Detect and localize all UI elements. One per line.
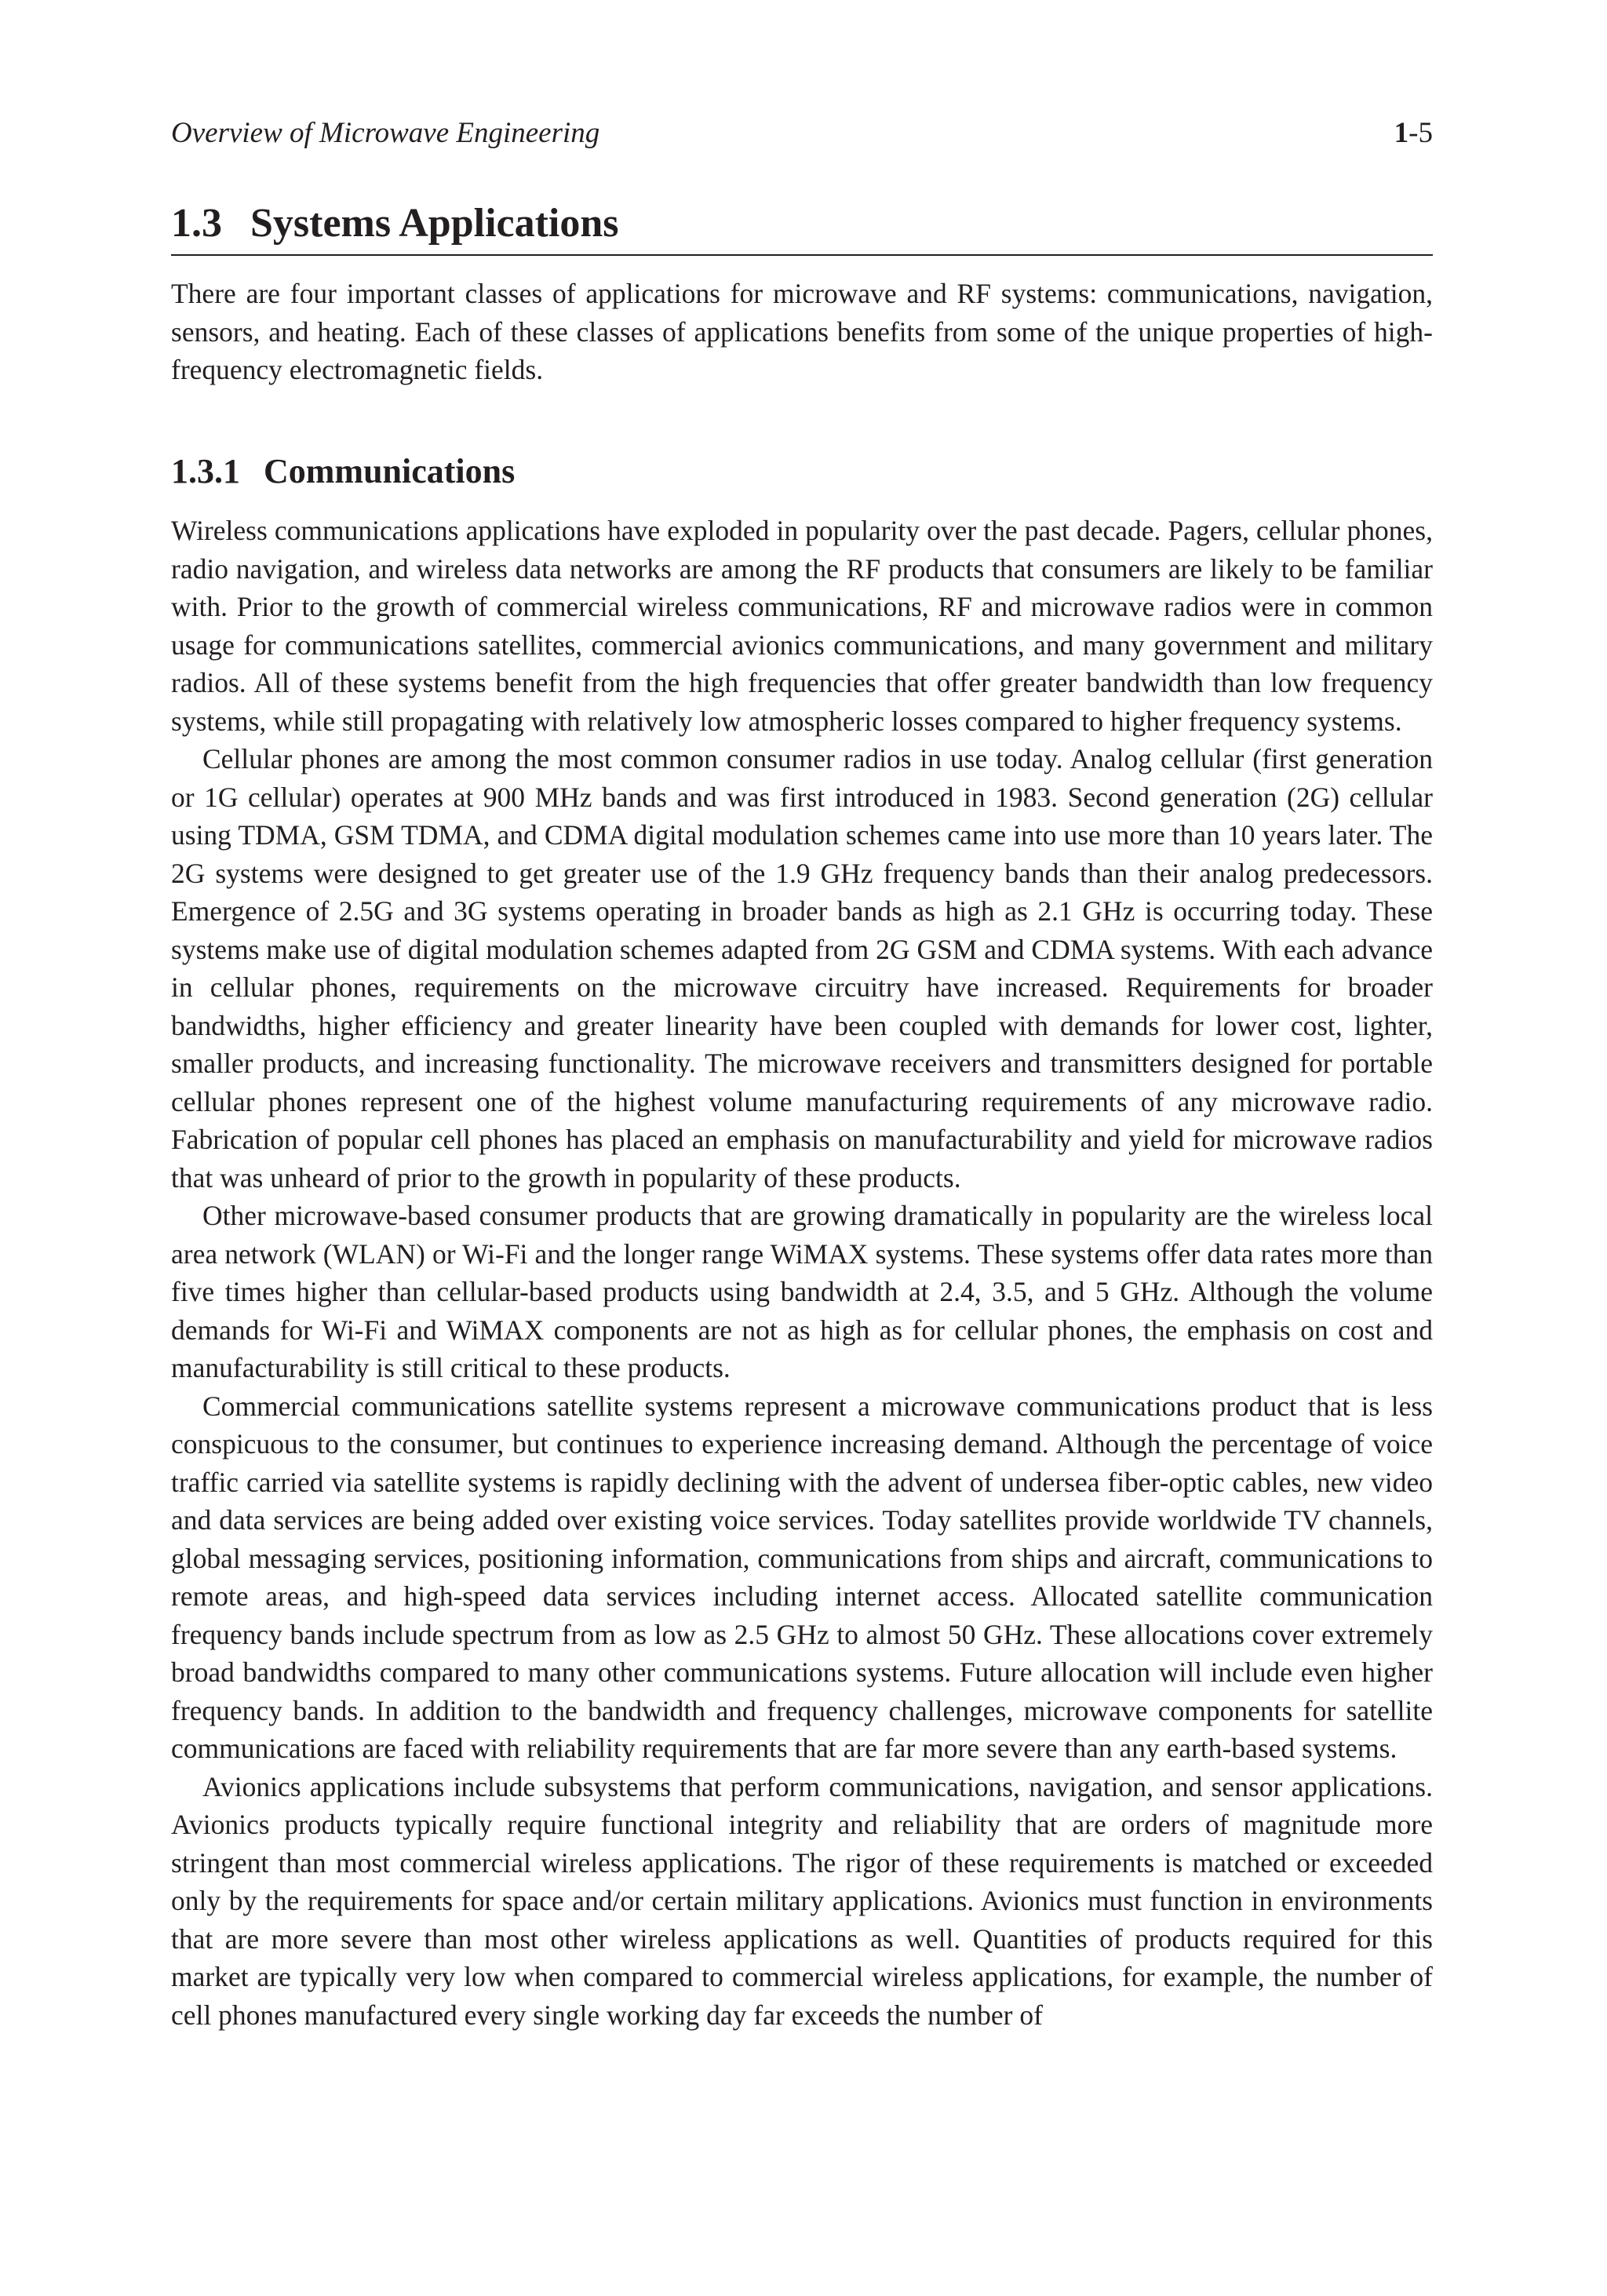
page-number-page: -5 (1408, 117, 1433, 149)
body-paragraph: Avionics applications include subsystems that perform communications, navigation, and sensor applications. Avionics products typically require functional integrity and reliability that are orders of magnitude more stringent than most commercial wireless applications. The rigor of these requirements is matched or exceeded only by the requirements for space and/or certain military applications. Avionics must function in environments that are more severe than most other wireless applications as well. Quantities of products required for this market are typically very low when compared to commercial wireless applications, for example, the number of cell phones manufactured every single working day far exceeds the number of (171, 1770, 1433, 2031)
page-number-chapter: 1 (1394, 117, 1409, 149)
section-intro (171, 275, 1433, 389)
section-title: Systems Applications (250, 201, 619, 246)
intro-paragraph: There are four important classes of applications for microwave and RF systems: communications, navigation, sensors, and heating. Each of these classes of applications benefits from some of the unique properties of high-frequency electromagnetic fields. (171, 278, 1433, 385)
subsection-title: Communications (264, 452, 516, 490)
page-number (1394, 115, 1433, 152)
running-head (171, 115, 1433, 152)
section-heading (171, 198, 1433, 256)
subsection-number: 1.3.1 (171, 452, 240, 490)
body-paragraph: Other microwave-based consumer products that are growing dramatically in popularity are the wireless local area network (WLAN) or Wi-Fi and the longer range WiMAX systems. These systems offer data rates more than five times higher than cellular-based products using bandwidth at 2.4, 3.5, and 5 GHz. Although the volume demands for Wi-Fi and WiMAX components are not as high as for cellular phones, the emphasis on cost and manufacturability is still critical to these products. (171, 1200, 1433, 1383)
body-paragraph: Commercial communications satellite systems represent a microwave communications product that is less conspicuous to the consumer, but continues to experience increasing demand. Although the percentage of voice traffic carried via satellite systems is rapidly declining with the advent of undersea fiber-optic cables, new video and data services are being added over existing voice services. Today satellites provide worldwide TV channels, global messaging services, positioning information, communications from ships and aircraft, communications to remote areas, and high-speed data services including internet access. Allocated satellite communication frequency bands include spectrum from as low as 2.5 GHz to almost 50 GHz. These allocations cover extremely broad bandwidths compared to many other communications systems. Future allocation will include even higher frequency bands. In addition to the bandwidth and frequency challenges, microwave components for satellite communications are faced with reliability requirements that are far more severe than any earth-based systems. (171, 1390, 1433, 1764)
body-paragraph: Wireless communications applications have exploded in popularity over the past decade. Pagers, cellular phones, radio navigation, and wireless data networks are among the RF products that consumers are likely to be familiar with. Prior to the growth of commercial wireless communications, RF and microwave radios were in common usage for communications satellites, commercial avionics communications, and many government and military radios. All of these systems benefit from the high frequencies that offer greater bandwidth than low frequency systems, while still propagating with relatively low atmospheric losses compared to higher frequency systems. (171, 515, 1433, 737)
section-number: 1.3 (171, 201, 222, 246)
subsection-body (171, 512, 1433, 2034)
running-head-title: Overview of Microwave Engineering (171, 117, 600, 149)
subsection-heading (171, 449, 515, 494)
body-paragraph: Cellular phones are among the most common consumer radios in use today. Analog cellular (first generation or 1G cellular) operates at 900 MHz bands and was first introduced in 1983. Second generation (2G) cellular using TDMA, GSM TDMA, and CDMA digital modulation schemes came into use more than 10 years later. The 2G systems were designed to get greater use of the 1.9 GHz frequency bands than their analog predecessors. Emergence of 2.5G and 3G systems operating in broader bands as high as 2.1 GHz is occurring today. These systems make use of digital modulation schemes adapted from 2G GSM and CDMA systems. With each advance in cellular phones, requirements on the microwave circuitry have increased. Requirements for broader bandwidths, higher efficiency and greater linearity have been coupled with demands for lower cost, lighter, smaller products, and increasing functionality. The microwave receivers and transmitters designed for portable cellular phones represent one of the highest volume manufacturing requirements of any microwave radio. Fabrication of popular cell phones has placed an emphasis on manufacturability and yield for microwave radios that was unheard of prior to the growth in popularity of these products. (171, 743, 1433, 1194)
